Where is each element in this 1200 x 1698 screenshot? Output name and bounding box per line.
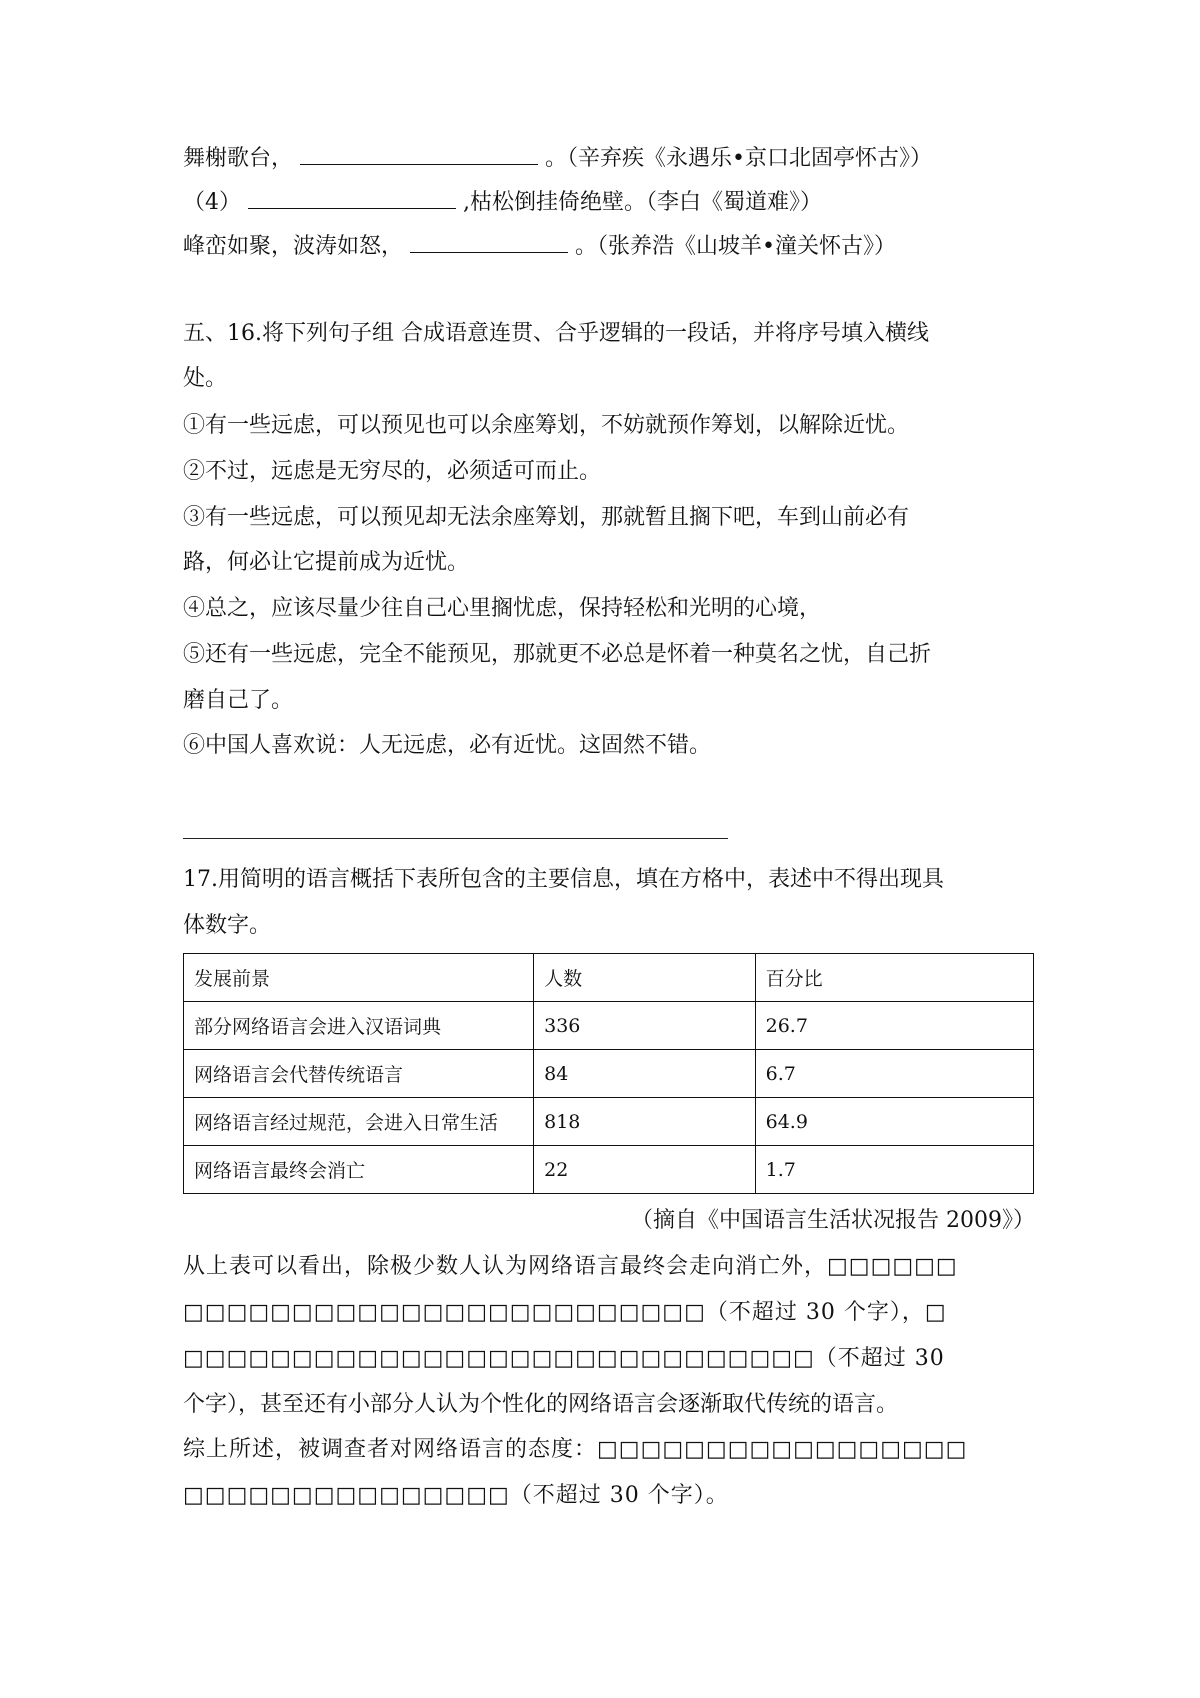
table-row [184,1146,1034,1194]
survey-table [183,953,1034,1194]
poem-citation: 。（辛弃疾《永遇乐•京口北固亭怀古》） [545,146,932,171]
q17-answer-line[interactable]: □□□□□□□□□□□□□□□（不超过 30 个字）。 [183,1483,729,1508]
header-cell: 百分比 [755,954,1033,1002]
q16-prompt-cont: 处。 [183,366,228,391]
table-cell: 1.7 [755,1146,1033,1194]
poem-text: 峰峦如聚，波涛如怒， [183,234,404,259]
table-cell: 84 [534,1050,756,1098]
q16-sentence: ⑥中国人喜欢说：人无远虑，必有近忧。这固然不错。 [183,733,712,758]
table-cell: 网络语言经过规范，会进入日常生活 [184,1098,534,1146]
q17-answer-line: 个字），甚至还有小部分人认为个性化的网络语言会逐渐取代传统的语言。 [183,1392,899,1417]
table-header-row [184,954,1034,1002]
table-cell: 818 [534,1098,756,1146]
poem-line-2 [183,184,822,219]
poem-citation: 。（张养浩《山坡羊•潼关怀古》） [575,234,896,259]
answer-blank[interactable] [410,228,568,253]
q16-sentence: ⑤还有一些远虑，完全不能预见，那就更不必总是怀着一种莫名之忧，自己折 [183,642,932,667]
table-cell: 部分网络语言会进入汉语词典 [184,1002,534,1050]
q17-answer-line[interactable]: 综上所述，被调查者对网络语言的态度：□□□□□□□□□□□□□□□□□ [183,1437,968,1462]
table-row [184,1050,1034,1098]
table-source: （摘自《中国语言生活状况报告 2009》） [631,1208,1035,1233]
table-row [184,1098,1034,1146]
q17-answer-line[interactable]: □□□□□□□□□□□□□□□□□□□□□□□□（不超过 30 个字），□ [183,1300,947,1325]
table-cell: 网络语言会代替传统语言 [184,1050,534,1098]
q16-sentence: 磨自己了。 [183,688,294,713]
q17-answer-line[interactable]: 从上表可以看出，除极少数人认为网络语言最终会走向消亡外，□□□□□□ [183,1254,958,1279]
poem-text: 舞榭歌台， [183,146,294,171]
q17-prompt: 17.用简明的语言概括下表所包含的主要信息，填在方格中，表述中不得出现具 [183,867,944,892]
table-cell: 22 [534,1146,756,1194]
poem-line-1 [183,140,932,175]
q16-sentence: ③有一些远虑，可以预见却无法余座筹划，那就暂且搁下吧，车到山前必有 [183,505,910,530]
answer-blank[interactable] [248,184,456,209]
table-cell: 64.9 [755,1098,1033,1146]
q17-prompt-cont: 体数字。 [183,913,272,938]
q16-sentence: ①有一些远虑，可以预见也可以余座筹划，不妨就预作筹划，以解除近忧。 [183,413,910,438]
header-cell: 发展前景 [184,954,534,1002]
table-cell: 336 [534,1002,756,1050]
table-cell: 6.7 [755,1050,1033,1098]
q16-prompt: 五、16.将下列句子组 合成语意连贯、合乎逻辑的一段话，并将序号填入横线 [183,321,929,346]
q16-sentence: ②不过，远虑是无穷尽的，必须适可而止。 [183,459,602,484]
poem-citation: ,枯松倒挂倚绝壁。（李白《蜀道难》） [463,190,822,215]
header-cell: 人数 [534,954,756,1002]
q16-sentence: ④总之，应该尽量少往自己心里搁忧虑，保持轻松和光明的心境， [183,596,822,621]
q16-sentence: 路，何必让它提前成为近忧。 [183,550,470,575]
q17-answer-line[interactable]: □□□□□□□□□□□□□□□□□□□□□□□□□□□□□（不超过 30 [183,1346,945,1371]
poem-text: （4） [183,190,241,215]
table-cell: 26.7 [755,1002,1033,1050]
table-row [184,1002,1034,1050]
poem-line-3 [183,228,896,263]
q16-answer-line[interactable] [183,838,728,839]
answer-blank[interactable] [300,140,538,165]
table-cell: 网络语言最终会消亡 [184,1146,534,1194]
